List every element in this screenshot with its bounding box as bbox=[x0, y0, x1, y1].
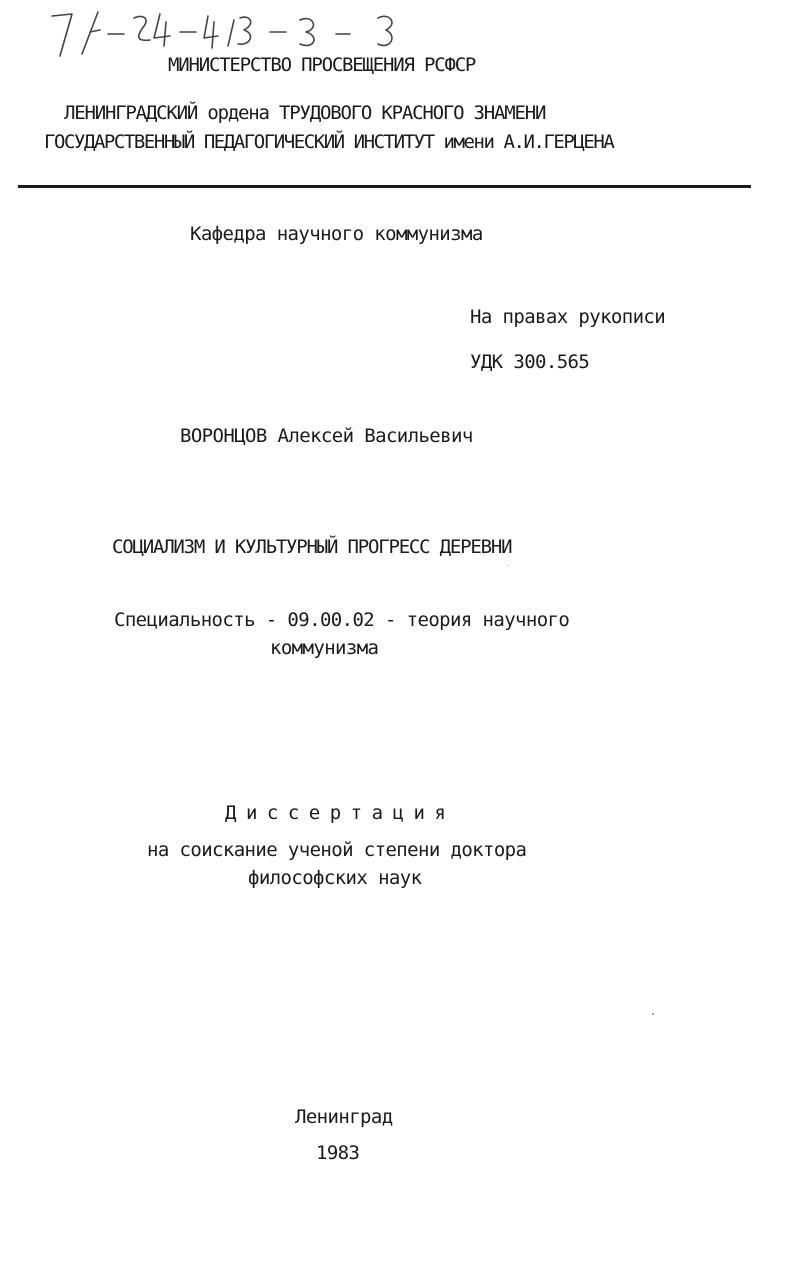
manuscript-rights-note: На правах рукописи bbox=[470, 306, 666, 328]
header-divider bbox=[18, 185, 751, 188]
specialty-line-1: Специальность - 09.00.02 - теория научного bbox=[114, 609, 570, 631]
institute-name-line-2: ГОСУДАРСТВЕННЫЙ ПЕДАГОГИЧЕСКИЙ ИНСТИТУТ имени А.И.ГЕРЦЕНА bbox=[44, 131, 614, 153]
degree-line-2: философских наук bbox=[248, 867, 422, 889]
paper-speck bbox=[508, 565, 509, 566]
department-name: Кафедра научного коммунизма bbox=[190, 223, 483, 245]
dissertation-heading: Диссертация bbox=[225, 802, 456, 824]
udc-code: УДК 300.565 bbox=[470, 351, 590, 373]
paper-speck bbox=[652, 1013, 654, 1015]
degree-line-1: на соискание ученой степени доктора bbox=[147, 839, 527, 861]
institute-name-line-1: ЛЕНИНГРАДСКИЙ ордена ТРУДОВОГО КРАСНОГО ЗНАМЕНИ bbox=[64, 102, 546, 124]
city: Ленинград bbox=[295, 1106, 393, 1128]
dissertation-title: СОЦИАЛИЗМ И КУЛЬТУРНЫЙ ПРОГРЕСС ДЕРЕВНИ bbox=[112, 536, 512, 558]
year: 1983 bbox=[316, 1142, 360, 1164]
ministry-name: МИНИСТЕРСТВО ПРОСВЕЩЕНИЯ РСФСР bbox=[168, 54, 476, 76]
specialty-line-2: коммунизма bbox=[270, 637, 379, 659]
author-name: ВОРОНЦОВ Алексей Васильевич bbox=[180, 425, 473, 447]
